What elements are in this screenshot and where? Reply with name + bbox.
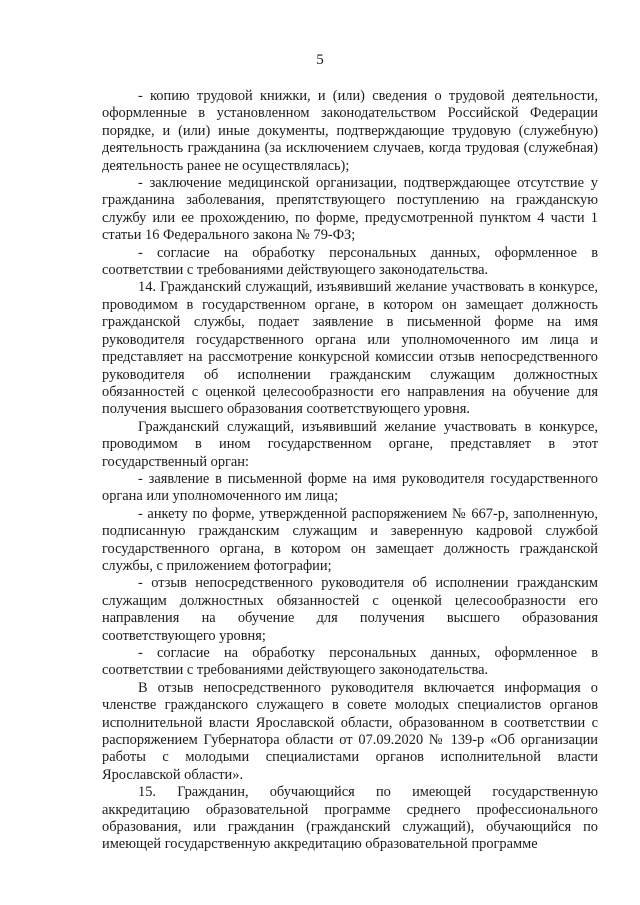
paragraph-personal-data-consent-2: - согласие на обработку персональных данных, оформленное в соответствии с требованиями действующего законодательства. (102, 645, 598, 679)
paragraph-application: - заявление в письменной форме на имя руководителя государственного органа или уполномоченного им лица; (102, 470, 598, 505)
page-number: 5 (316, 52, 324, 68)
paragraph-item-15: 15. Гражданин, обучающийся по имеющей государственную аккредитацию образовательной программе среднего профессионального образования, или гражданин (гражданский служащий), обучающийся по имеющей государственную аккредитацию образовательной программе (102, 784, 598, 853)
paragraph-work-record: - копию трудовой книжки, и (или) сведения о трудовой деятельности, оформленные в установленном законодательством Российской Федерации порядке, и (или) иные документы, подтверждающие трудовую (служебную) деятельность гражданина (за исключением случаев, когда трудовая (служебная) деятельность ранее не осуществлялась); (102, 88, 598, 174)
paragraph-supervisor-review: - отзыв непосредственного руководителя об исполнении гражданским служащим должностных обязанностей с оценкой целесообразности его направления на обучение для получения высшего образования соответствующего уровня; (102, 575, 598, 644)
paragraph-other-organ: Гражданский служащий, изъявивший желание участвовать в конкурсе, проводимом в ином государственном органе, представляет в этот государственный орган: (102, 418, 598, 470)
paragraph-questionnaire: - анкету по форме, утвержденной распоряжением № 667-р, заполненную, подписанную гражданским служащим и заверенную кадровой службой государственного органа, в котором он замещает должность гражданской службы, с приложением фотографии; (102, 505, 598, 574)
paragraph-item-14: 14. Гражданский служащий, изъявивший желание участвовать в конкурсе, проводимом в государственном органе, в котором он замещает должность гражданской службы, подает заявление в письменной форме на имя руководителя государственного органа или уполномоченного им лица и представляет на рассмотрение конкурсной комиссии отзыв непосредственного руководителя об исполнении гражданским служащим должностных обязанностей с оценкой целесообразности его направления на обучение для получения высшего образования соответствующего уровня. (102, 279, 598, 418)
paragraph-review-info: В отзыв непосредственного руководителя включается информация о членстве гражданского служащего в совете молодых специалистов органов исполнительной власти Ярославской области, образованном в соответствии с распоряжением Губернатора области от 07.09.2020 № 139-р «Об организации работы с молодыми специалистами органов исполнительной власти Ярославской области». (102, 679, 598, 783)
document-body (102, 88, 598, 854)
paragraph-medical-conclusion: - заключение медицинской организации, подтверждающее отсутствие у гражданина заболевания, препятствующего поступлению на гражданскую службу или ее прохождению, по форме, предусмотренной пунктом 4 части 1 статьи 16 Федерального закона № 79-ФЗ; (102, 175, 598, 244)
paragraph-personal-data-consent: - согласие на обработку персональных данных, оформленное в соответствии с требованиями действующего законодательства. (102, 244, 598, 279)
